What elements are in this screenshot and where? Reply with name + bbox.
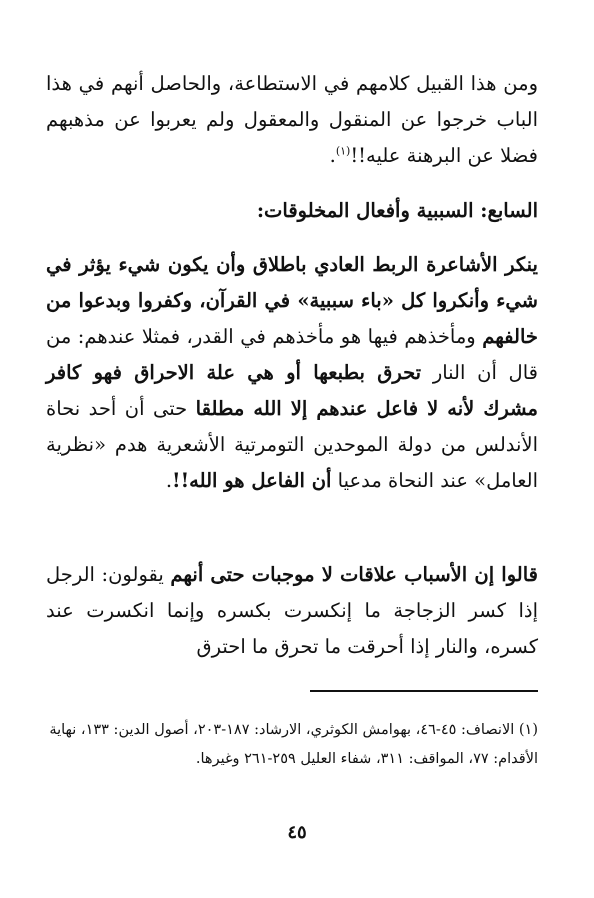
footnote [46, 716, 538, 774]
paragraph-2-bold-2: تحرق بطبعها أو هي علة الاحراق فهو كافر مشرك لأنه لا فاعل عندهم إلا الله مطلقا [46, 361, 538, 420]
paragraph-3-text: يقولون: الرجل إذا كسر الزجاجة ما إنكسرت بكسره وإنما انكسرت عند كسره، والنار إذا أحرقت ما تحرق ما احترق [46, 563, 538, 658]
paragraph-1-text: ومن هذا القبيل كلامهم في الاستطاعة، والحاصل أنهم في هذا الباب خرجوا عن المنقول والمعقول ولم يعربوا عن مذهبهم فضلا عن البرهنة عليه!! [46, 72, 538, 167]
paragraph-causes [46, 557, 538, 665]
paragraph-2-bold-1: ينكر الأشاعرة الربط العادي باطلاق وأن يكون شيء يؤثر في شيء وأنكروا كل «باء سببية» في القرآن، وكفروا وبدعوا من خالفهم [46, 253, 538, 348]
page-number: ٤٥ [287, 822, 307, 843]
paragraph-causality [46, 247, 538, 499]
footnote-reference: (١) [335, 144, 351, 158]
paragraph-1-end: . [329, 144, 336, 167]
section-heading: السابع: السببية وأفعال المخلوقات: [256, 199, 538, 222]
footnote-divider [310, 690, 538, 692]
paragraph-2-end: . [165, 469, 173, 492]
paragraph-3-bold: قالوا إن الأسباب علاقات لا موجبات حتى أنهم [170, 563, 539, 586]
footnote-marker: (١) [518, 722, 538, 738]
footnote-text: الانصاف: ٤٥-٤٦، بهوامش الكوثري، الارشاد: ١٨٧-٢٠٣، أصول الدين: ١٣٣، نهاية الأقدام: ٧٧، المواقف: ٣١١، شفاء العليل ٢٥٩-٢٦١ وغيرها. [49, 722, 538, 767]
paragraph-2-bold-3: أن الفاعل هو الله!! [172, 469, 332, 492]
paragraph-istitaah [46, 66, 538, 174]
paragraph-2-text-1: ومأخذهم فيها هو مأخذهم في القدر، فمثلا عندهم: من قال أن النار [46, 325, 538, 384]
paragraph-2-text-2: حتى أن أحد نحاة الأندلس من دولة الموحدين التومرتية الأشعرية هدم «نظرية العامل» عند النحاة مدعيا [46, 397, 538, 492]
